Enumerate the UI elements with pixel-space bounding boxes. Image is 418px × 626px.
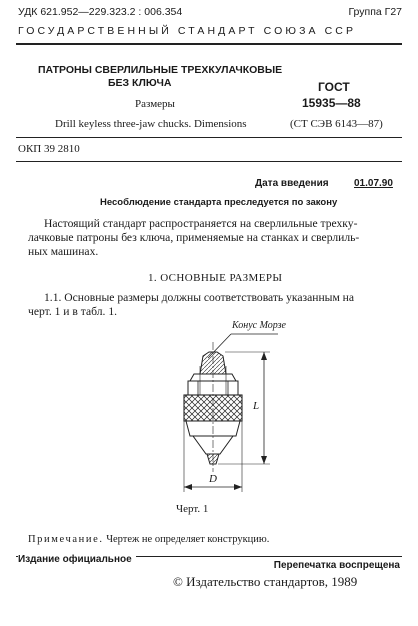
morse-taper-label: Конус Морзе [232, 320, 286, 331]
scope-line-1: Настоящий стандарт распространяется на сверлильные трехку- [44, 217, 358, 230]
scope-line-2: лачковые патроны без ключа, применяемые на станках и сверлиль- [28, 231, 360, 244]
dimension-d-label: D [209, 473, 217, 485]
legal-notice: Несоблюдение стандарта преследуется по закону [100, 197, 338, 208]
date-label: Дата введения [255, 178, 329, 189]
clause-1-1-line2: черт. 1 и в табл. 1. [28, 305, 118, 318]
official-edition: Издание официальное [18, 554, 136, 565]
st-sev-number: (СТ СЭВ 6143—87) [290, 118, 383, 130]
scope-line-3: ных машинах. [28, 245, 99, 258]
gost-label: ГОСТ [318, 80, 350, 94]
note [28, 534, 269, 545]
gost-number: 15935—88 [302, 96, 361, 110]
dimension-l-label: L [253, 400, 260, 412]
note-text: Чертеж не определяет конструкцию. [106, 534, 270, 545]
header-rule [16, 43, 402, 45]
copyright: © Издательство стандартов, 1989 [173, 574, 358, 589]
doc-subtitle: Размеры [135, 98, 175, 110]
reprint-notice: Перепечатка воспрещена [270, 560, 400, 571]
doc-title-line1: ПАТРОНЫ СВЕРЛИЛЬНЫЕ ТРЕХКУЛАЧКОВЫЕ [38, 64, 283, 76]
title-rule [16, 137, 402, 138]
doc-title-line2: БЕЗ КЛЮЧА [108, 77, 172, 89]
udc-code: УДК 621.952—229.323.2 : 006.354 [18, 6, 183, 18]
english-title: Drill keyless three-jaw chucks. Dimensions [55, 118, 247, 130]
date-value: 01.07.90 [354, 178, 393, 189]
standard-title: ГОСУДАРСТВЕННЫЙ СТАНДАРТ СОЮЗА ССР [18, 25, 357, 37]
clause-1-1-line1: 1.1. Основные размеры должны соответствовать указанным на [44, 291, 355, 304]
section-heading: 1. ОСНОВНЫЕ РАЗМЕРЫ [148, 272, 283, 284]
okp-rule [16, 161, 402, 162]
chuck-drawing [0, 324, 418, 524]
note-label: Примечание. [28, 534, 104, 545]
group-code: Группа Г27 [348, 6, 402, 18]
okp-code: ОКП 39 2810 [18, 143, 80, 155]
drawing-caption: Черт. 1 [176, 503, 209, 515]
